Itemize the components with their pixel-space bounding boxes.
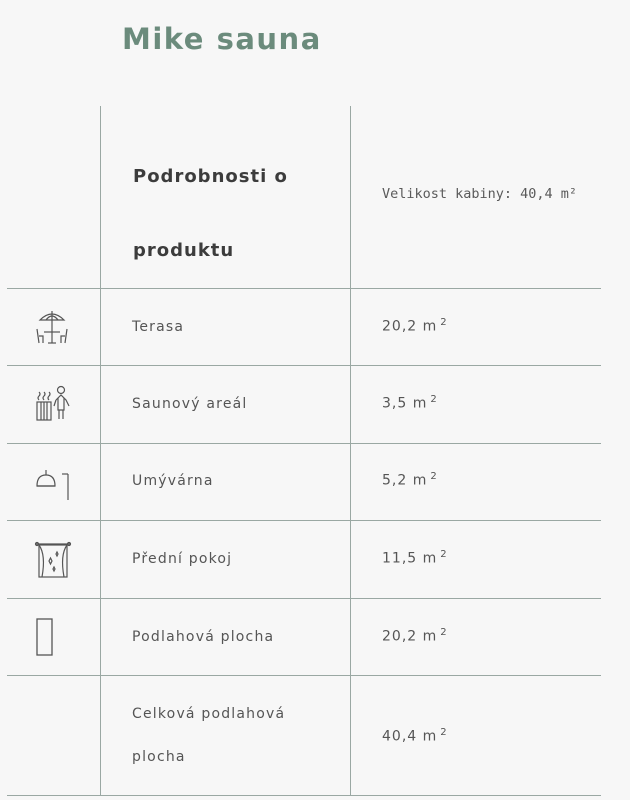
- row-label: Celková podlahová plocha: [132, 706, 286, 765]
- row-label: Přední pokoj: [132, 551, 233, 567]
- row-label: Saunový areál: [132, 396, 248, 412]
- row-value: 20,2 m $^2$: [382, 627, 448, 645]
- table-row: [0, 366, 630, 443]
- floor-area-rectangle-icon: [35, 617, 75, 657]
- row-label: Terasa: [132, 319, 185, 335]
- shower-icon: [34, 466, 74, 506]
- table-divider-horizontal: [7, 795, 601, 796]
- table-row: [0, 521, 630, 598]
- row-value: 5,2 m $^2$: [382, 471, 438, 489]
- sauna-heater-person-icon: [34, 384, 74, 424]
- row-label: Umývárna: [132, 473, 214, 489]
- terrace-table-umbrella-icon: [34, 307, 74, 347]
- page-title: Mike sauna: [122, 22, 322, 56]
- table-row: [0, 599, 630, 675]
- cabin-size-value: Velikost kabiny: 40,4 m²: [382, 186, 578, 202]
- table-row-total: [0, 676, 630, 795]
- row-value: 3,5 m $^2$: [382, 394, 438, 412]
- row-value: 20,2 m $^2$: [382, 317, 448, 335]
- row-value: 40,4 m $^2$: [382, 727, 448, 745]
- window-curtains-icon: [34, 541, 74, 581]
- product-details-heading: Podrobnosti o produktu: [133, 166, 288, 261]
- table-row: [0, 289, 630, 365]
- table-row: [0, 444, 630, 520]
- row-value: 11,5 m $^2$: [382, 549, 448, 567]
- row-label: Podlahová plocha: [132, 629, 275, 645]
